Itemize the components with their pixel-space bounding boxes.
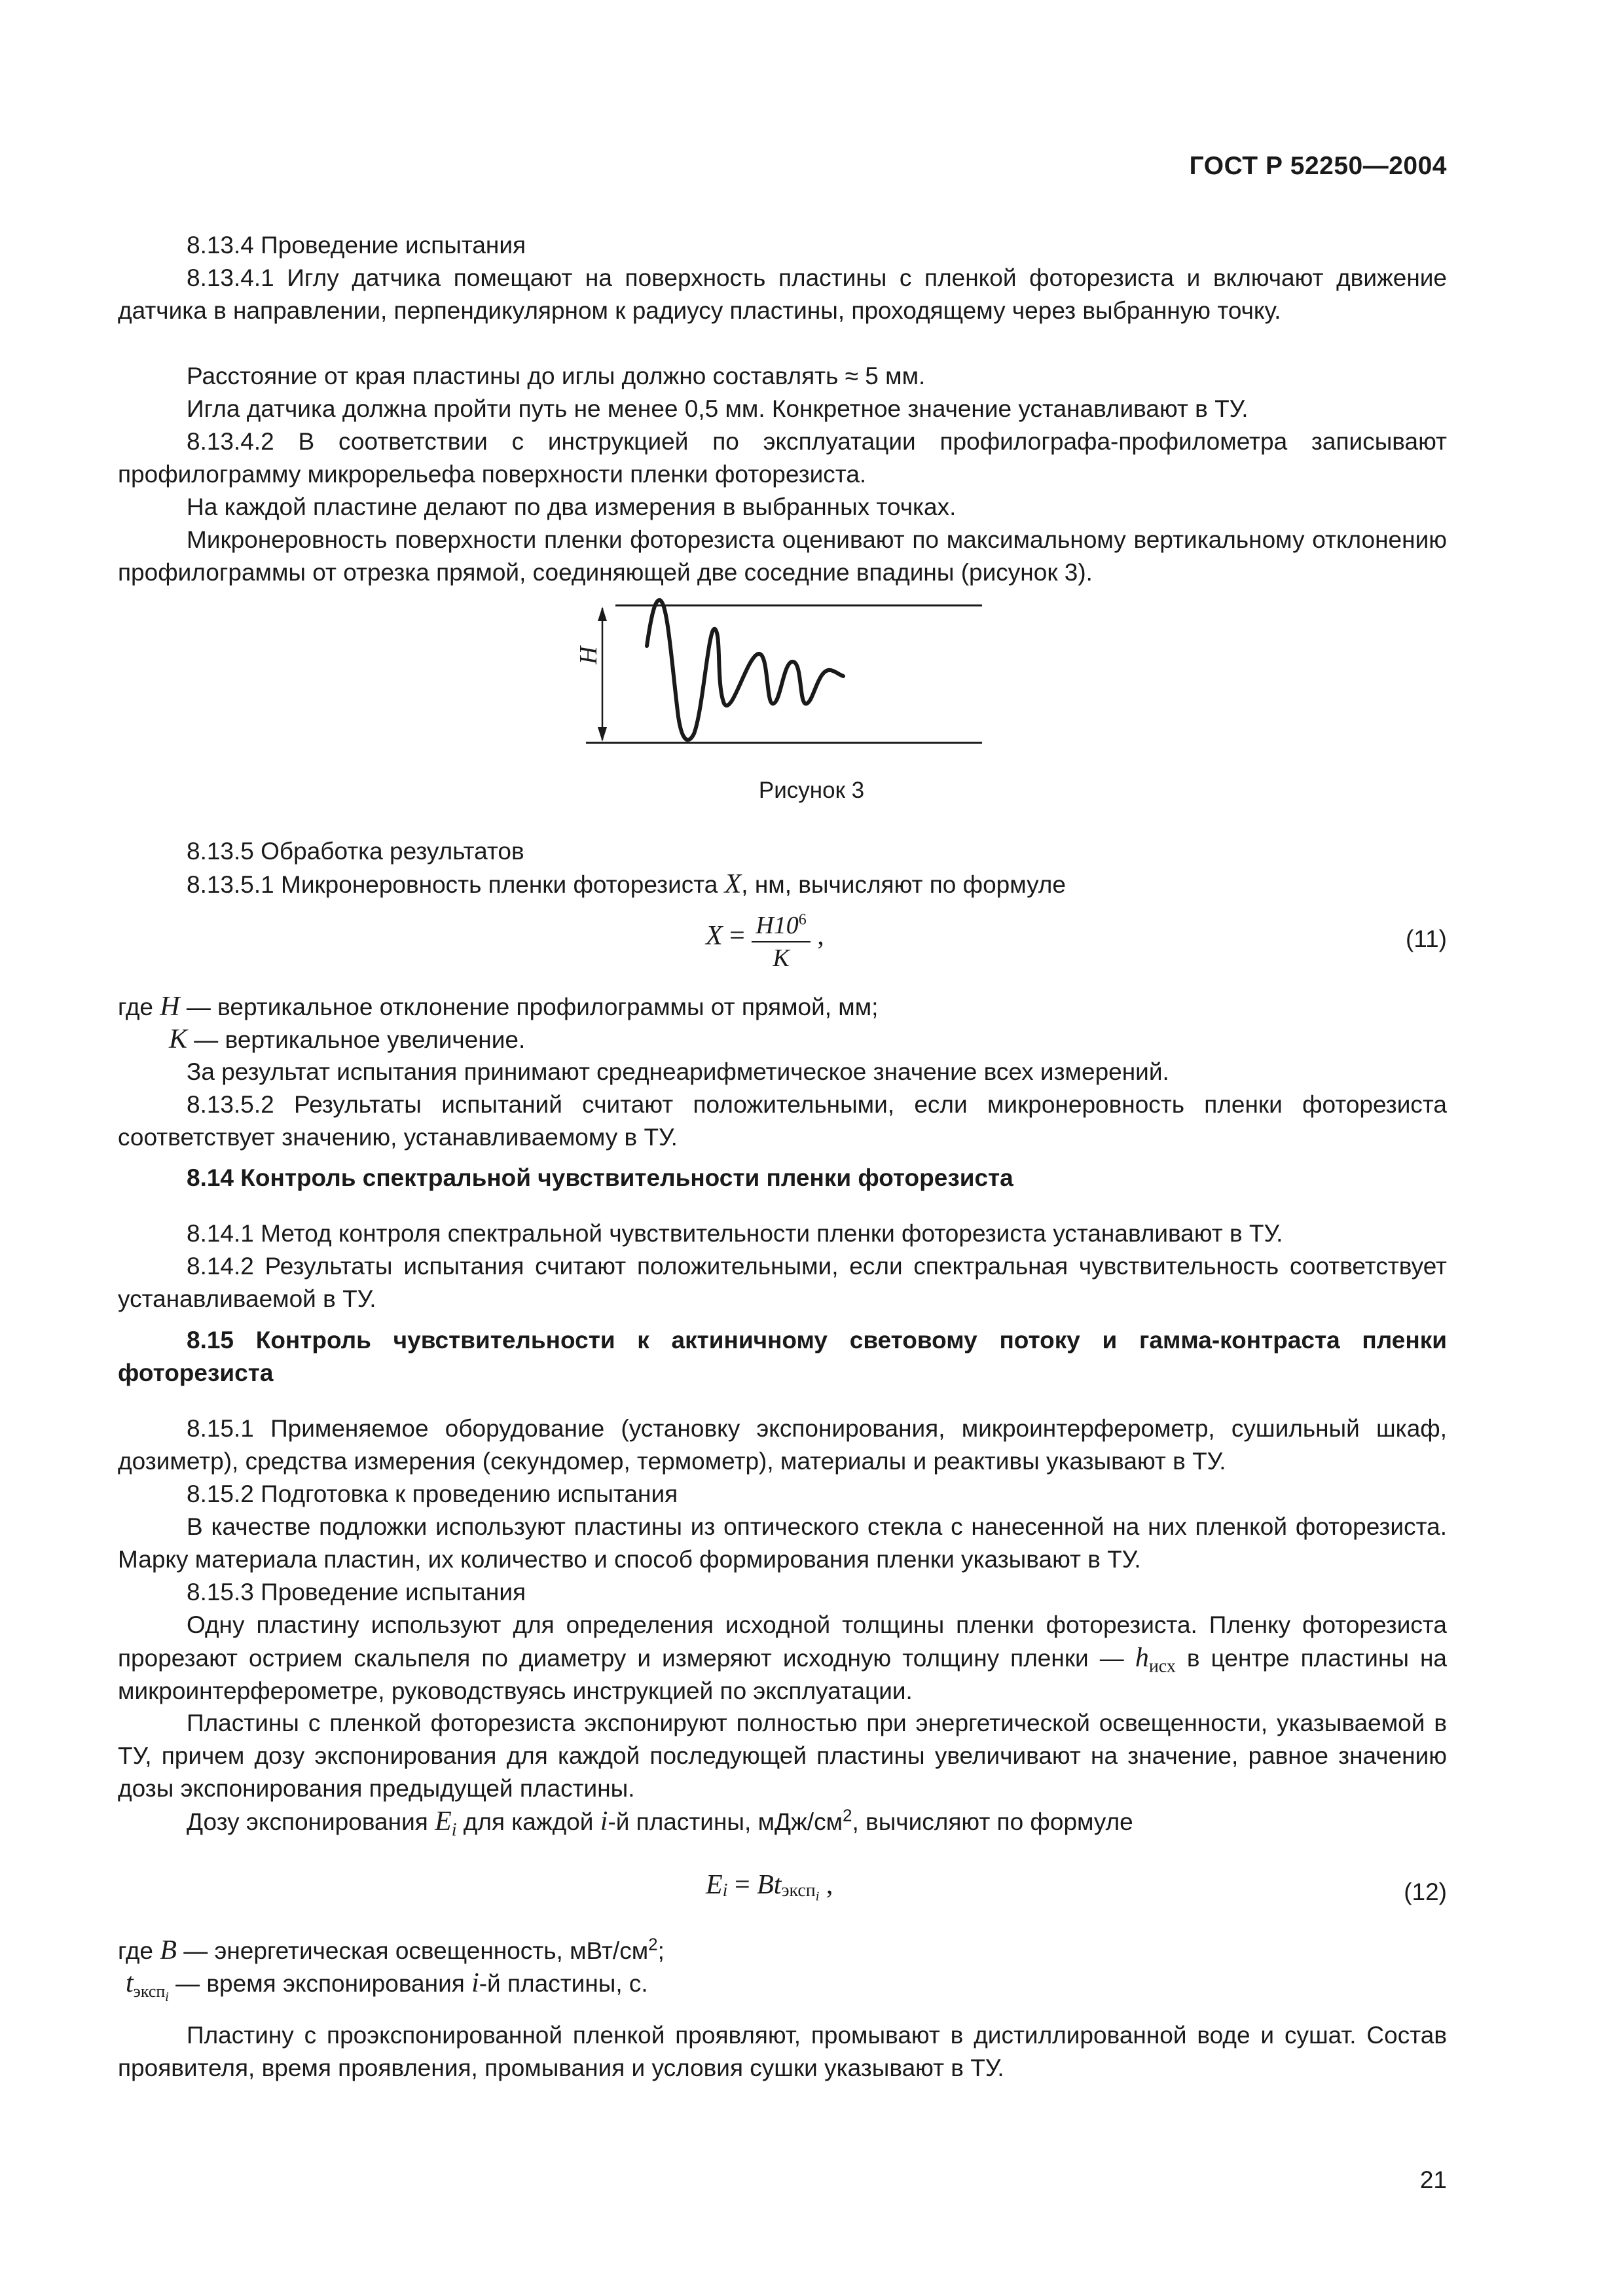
paragraph-two-measurements: На каждой пластине делают по два измерения в выбранных точках. (187, 493, 957, 520)
where-t-definition: $t_{эксп_i}$ — время экспонирования i-й пластины, с. (126, 1968, 648, 2005)
paragraph-needle-path: Игла датчика должна пройти путь не менее 0,5 мм. Конкретное значение устанавливают в ТУ. (187, 395, 1249, 422)
subsection-8-13-4-title: 8.13.4 Проведение испытания (187, 232, 526, 259)
paragraph-initial-thickness: Одну пластину используют для определения исходной толщины пленки фоторезиста. Пленку фоторезиста прорезают острием скальпеля по диаметру и измеряют исходную толщину пленки — $h_{исх}$ в центре пластины на микроинтерферометре, руководствуясь инструкцией по эксплуатации. (118, 1611, 1447, 1704)
where-b-definition: где B — энергетическая освещенность, мВт/$см^2$; (118, 1934, 665, 1965)
formula-11: X = $\frac{H10^6}{K}$ , (706, 911, 824, 972)
document-id: ГОСТ Р 52250—2004 (1189, 152, 1447, 180)
figure-h-label: H (575, 646, 602, 664)
figure-3-profilogram (576, 586, 995, 756)
paragraph-microroughness: Микронеровность поверхности пленки фоторезиста оценивают по максимальному вертикальному отклонению профилограммы от отрезка прямой, соединяющей две соседние впадины (рисунок 3). (118, 526, 1447, 586)
figure-3-caption: Рисунок 3 (758, 778, 865, 803)
paragraph-8-13-4-2: 8.13.4.2 В соответствии с инструкцией по эксплуатации профилографа-профилометра записывают профилограмму микрорельефа поверхности пленки фоторезиста. (118, 428, 1447, 488)
paragraph-average-result: За результат испытания принимают среднеарифметическое значение всех измерений. (187, 1058, 1169, 1085)
paragraph-8-13-5-1: 8.13.5.1 Микронеровность пленки фоторезиста X, нм, вычисляют по формуле (187, 869, 1066, 899)
h-arrow-top (598, 607, 607, 621)
page-number: 21 (1419, 2166, 1447, 2193)
formula-12: $E_i = Bt_{эксп_i}$ , (706, 1870, 833, 1904)
paragraph-8-13-4-1: 8.13.4.1 Иглу датчика помещают на поверхность пластины с пленкой фоторезиста и включают движение датчика в направлении, перпендикулярном к радиусу пластины, проходящему через выбранную точку. (118, 264, 1447, 324)
section-8-15-heading: 8.15 Контроль чувствительности к актиничному световому потоку и гамма-контраста пленки фоторезиста (118, 1327, 1447, 1386)
paragraph-dose-formula-intro: Дозу экспонирования $E_i$ для каждой i-й пластины, мДж/$см^2$, вычисляют по формуле (187, 1805, 1133, 1840)
subsection-8-15-2-title: 8.15.2 Подготовка к проведению испытания (187, 1480, 678, 1507)
paragraph-substrate: В качестве подложки используют пластины из оптического стекла с нанесенной на них пленкой фоторезиста. Марку материала пластин, их количество и способ формирования пленки указывают в ТУ. (118, 1513, 1447, 1573)
paragraph-8-14-1: 8.14.1 Метод контроля спектральной чувствительности пленки фоторезиста устанавливают в ТУ. (187, 1220, 1283, 1247)
subsection-8-15-3-title: 8.15.3 Проведение испытания (187, 1579, 526, 1605)
paragraph-development: Пластину с проэкспонированной пленкой проявляют, промывают в дистиллированной воде и сушат. Состав проявителя, время проявления, промывания и условия сушки указывают в ТУ. (118, 2022, 1447, 2081)
section-8-14-heading: 8.14 Контроль спектральной чувствительности пленки фоторезиста (187, 1164, 1013, 1191)
subsection-8-13-5-title: 8.13.5 Обработка результатов (187, 838, 524, 865)
where-k-definition: K — вертикальное увеличение. (169, 1024, 526, 1054)
paragraph-8-15-1: 8.15.1 Применяемое оборудование (установку экспонирования, микроинтерферометр, сушильный шкаф, дозиметр), средства измерения (секундомер, термометр), материалы и реактивы указывают в ТУ. (118, 1415, 1447, 1475)
formula-12-number: (12) (1404, 1878, 1447, 1905)
paragraph-exposure: Пластины с пленкой фоторезиста экспонируют полностью при энергетической освещенности, указываемой в ТУ, причем дозу экспонирования для каждой последующей пластины увеличивают на значение, равное значению дозы экспонирования предыдущей пластины. (118, 1710, 1447, 1802)
paragraph-distance: Расстояние от края пластины до иглы должно составлять ≈ 5 мм. (187, 363, 926, 389)
formula-11-number: (11) (1405, 925, 1447, 952)
where-h-definition: где H — вертикальное отклонение профилограммы от прямой, мм; (118, 992, 879, 1022)
profilogram-curve (647, 600, 843, 740)
paragraph-8-14-2: 8.14.2 Результаты испытания считают положительными, если спектральная чувствительность соответствует устанавливаемой в ТУ. (118, 1253, 1447, 1312)
h-arrow-bottom (598, 727, 607, 742)
paragraph-8-13-5-2: 8.13.5.2 Результаты испытаний считают положительными, если микронеровность пленки фоторезиста соответствует значению, устанавливаемому в ТУ. (118, 1091, 1447, 1151)
